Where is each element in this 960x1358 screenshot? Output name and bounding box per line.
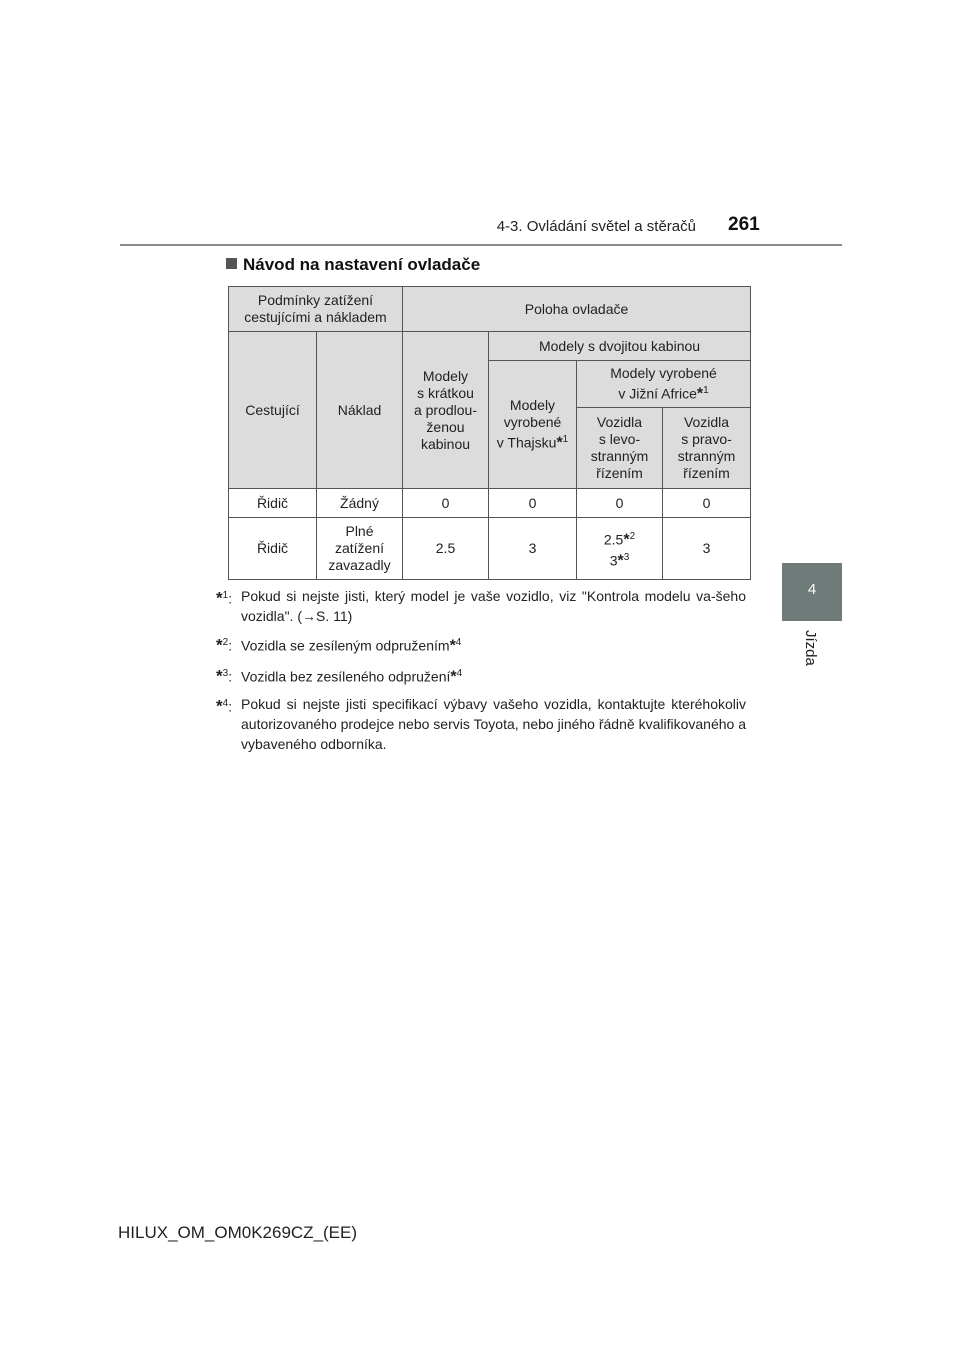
footnote-ref: 3 xyxy=(623,551,630,563)
asterisk-icon: * xyxy=(216,588,223,608)
footnote-marker: *$^4$: xyxy=(216,696,233,716)
cell-lhd: 0 xyxy=(577,489,663,518)
footnote-text: Pokud si nejste jisti specifikací výbavy vašeho vozidla, kontaktujte kteréhokoliv autorizovaného prodejce nebo servis Toyota, nebo jiného řádně kvalifikovaného a vybaveného odborníka. xyxy=(241,696,746,753)
cell-lhd-value-a: 2.5 xyxy=(603,531,624,548)
footnote-ref: 1 xyxy=(703,385,709,397)
footnote-marker: *$^2$: xyxy=(216,635,233,655)
adjustment-table xyxy=(228,286,751,580)
chapter-tab xyxy=(782,563,842,621)
cell-load: Plné zatížení zavazadly xyxy=(317,518,403,580)
footnote-star: * xyxy=(556,434,563,452)
heading-bullet-icon xyxy=(226,258,237,269)
footnote-number: 2 xyxy=(222,637,229,648)
footnote-number: 3 xyxy=(222,667,229,679)
footnote-ref: 2 xyxy=(629,530,636,542)
cell-passengers: Řidič xyxy=(229,489,317,518)
footnote-star: * xyxy=(450,668,457,686)
footnote-marker: *$^3$: xyxy=(216,666,233,686)
footnote-1 xyxy=(216,586,746,626)
footnote-star: * xyxy=(449,637,456,655)
cell-load: Žádný xyxy=(317,489,403,518)
header-switch-position: Poloha ovladače xyxy=(403,287,751,332)
header-divider xyxy=(120,244,842,246)
cell-lhd-value-b: 3 xyxy=(609,552,618,569)
cell-rhd: 0 xyxy=(663,489,751,518)
footnote-number: 4 xyxy=(222,698,229,710)
chapter-label: Jízda xyxy=(802,630,819,666)
footnote-3 xyxy=(216,664,746,688)
header-thailand-text: Modely vyrobené v Thajsku xyxy=(496,397,562,451)
footnote-2 xyxy=(216,633,746,657)
header-short-cab: Modely s krátkou a prodlou- ženou kabinou xyxy=(403,332,489,489)
header-lhd: Vozidla s levo- stranným řízením xyxy=(577,408,663,489)
footnote-ref: 4 xyxy=(455,637,462,648)
cell-passengers: Řidič xyxy=(229,518,317,580)
header-load: Náklad xyxy=(317,332,403,489)
header-south-africa-text: Modely vyrobené v Jižní Africe xyxy=(610,365,717,402)
header-load-conditions: Podmínky zatížení cestujícími a nákladem xyxy=(229,287,403,332)
footnote-ref: 1 xyxy=(562,434,569,446)
page-number: 261 xyxy=(728,214,760,235)
asterisk-icon: * xyxy=(216,696,223,716)
cell-thailand: 3 xyxy=(489,518,577,580)
cell-thailand: 0 xyxy=(489,489,577,518)
footnote-star: * xyxy=(623,531,630,549)
cell-lhd xyxy=(577,518,663,580)
footnote-text xyxy=(241,633,746,657)
cell-short-cab: 0 xyxy=(403,489,489,518)
footnote-text: Pokud si nejste jisti, který model je vaše vozidlo, viz "Kontrola modelu va-šeho vozidla". (→S. 11) xyxy=(241,588,746,624)
footnote-ref: 4 xyxy=(456,667,463,679)
header-double-cab: Modely s dvojitou kabinou xyxy=(489,332,751,361)
asterisk-icon: * xyxy=(216,635,223,655)
section-title: 4-3. Ovládání světel a stěračů xyxy=(496,218,696,235)
header-passengers: Cestující xyxy=(229,332,317,489)
header-south-africa xyxy=(577,361,751,408)
footnote-number: 1 xyxy=(222,590,229,601)
footnote-text xyxy=(241,664,746,688)
header-rhd: Vozidla s pravo- stranným řízením xyxy=(663,408,751,489)
chapter-number: 4 xyxy=(807,581,817,598)
section-heading xyxy=(226,255,480,275)
footnotes xyxy=(216,586,746,761)
footnote-marker: *$^1$: xyxy=(216,588,233,608)
footnote-star: * xyxy=(617,552,624,570)
footnote-body: Vozidla bez zesíleného odpružení xyxy=(241,668,451,685)
header-thailand xyxy=(489,361,577,489)
asterisk-icon: * xyxy=(216,666,223,686)
footnote-body: Vozidla se zesíleným odpružením xyxy=(241,637,450,654)
footnote-star: * xyxy=(696,385,704,403)
document-code: HILUX_OM_OM0K269CZ_(EE) xyxy=(118,1223,358,1242)
cell-rhd: 3 xyxy=(663,518,751,580)
footnote-4 xyxy=(216,694,746,754)
cell-short-cab: 2.5 xyxy=(403,518,489,580)
heading-text: Návod na nastavení ovladače xyxy=(243,255,481,274)
